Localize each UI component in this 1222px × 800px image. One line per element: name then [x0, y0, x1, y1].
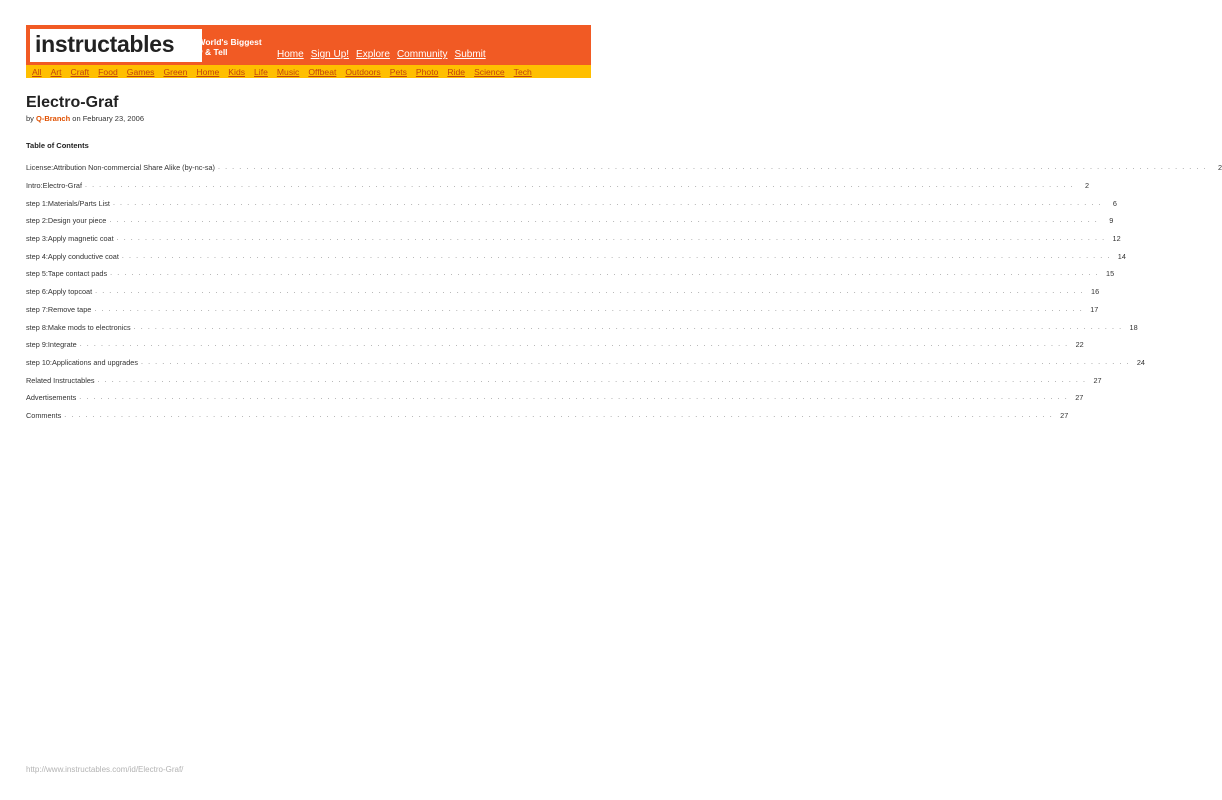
toc-dot-leader: . . . . . . . . . . . . . . . . . . . . . . . . . . . . . . . . . . . . . . . . . . . . . . . . . . . . . . . . . . . . . . . . . . . . . . . . . . . . . . . . . . . . . . . . . . . . . . . . . . . . . . . . . . . . . . . . . . . . . . . . . . . . . . . . . . . . . . . . . . . .	[97, 376, 1087, 384]
toc-dot-leader: . . . . . . . . . . . . . . . . . . . . . . . . . . . . . . . . . . . . . . . . . . . . . . . . . . . . . . . . . . . . . . . . . . . . . . . . . . . . . . . . . . . . . . . . . . . . . . . . . . . . . . . . . . . . . . . . . . . . . . . . . . . . . . . . . . . . . . . . . . . .	[140, 358, 1130, 366]
byline-prefix: by	[26, 114, 34, 123]
toc-entry-prefix: step 9:	[26, 340, 48, 350]
logo[interactable]	[30, 29, 202, 62]
toc-entry-page: 27	[1060, 410, 1069, 420]
category-link-kids[interactable]: Kids	[228, 66, 246, 77]
toc-entry[interactable]	[26, 301, 1099, 319]
toc-entry-prefix: step 3:	[26, 234, 48, 244]
toc-entry-label: Integrate	[47, 340, 77, 350]
category-link-art[interactable]: Art	[50, 66, 62, 77]
toc-entry[interactable]	[26, 247, 1126, 265]
category-link-food[interactable]: Food	[98, 66, 118, 77]
toc-entry-prefix: step 1:	[26, 198, 48, 208]
toc-entry-page: 27	[1075, 393, 1084, 403]
category-bar	[26, 65, 591, 78]
toc-dot-leader: . . . . . . . . . . . . . . . . . . . . . . . . . . . . . . . . . . . . . . . . . . . . . . . . . . . . . . . . . . . . . . . . . . . . . . . . . . . . . . . . . . . . . . . . . . . . . . . . . . . . . . . . . . . . . . . . . . . . . . . . . . . . . . . . . . . . . . . . . . . .	[95, 288, 1085, 296]
toc-entry[interactable]	[26, 177, 1089, 195]
toc-entry[interactable]	[26, 159, 1222, 177]
toc-dot-leader: . . . . . . . . . . . . . . . . . . . . . . . . . . . . . . . . . . . . . . . . . . . . . . . . . . . . . . . . . . . . . . . . . . . . . . . . . . . . . . . . . . . . . . . . . . . . . . . . . . . . . . . . . . . . . . . . . . . . . . . . . . . . . . . . . . . . . . . . . . . .	[112, 199, 1102, 207]
toc-entry-label: Remove tape	[47, 304, 92, 314]
category-link-science[interactable]: Science	[474, 66, 505, 77]
toc-dot-leader: . . . . . . . . . . . . . . . . . . . . . . . . . . . . . . . . . . . . . . . . . . . . . . . . . . . . . . . . . . . . . . . . . . . . . . . . . . . . . . . . . . . . . . . . . . . . . . . . . . . . . . . . . . . . . . . . . . . . . . . . . . . . . . . . . . . . . . . . . . . .	[64, 411, 1054, 419]
toc-entry-page: 2	[1217, 163, 1222, 173]
table-of-contents	[26, 159, 1222, 424]
toc-heading: Table of Contents	[26, 141, 89, 150]
toc-dot-leader: . . . . . . . . . . . . . . . . . . . . . . . . . . . . . . . . . . . . . . . . . . . . . . . . . . . . . . . . . . . . . . . . . . . . . . . . . . . . . . . . . . . . . . . . . . . . . . . . . . . . . . . . . . . . . . . . . . . . . . . . . . . . . . . . . . . . . . . . . . . .	[79, 341, 1069, 349]
category-link-outdoors[interactable]: Outdoors	[345, 66, 381, 77]
toc-entry-label: Applications and upgrades	[51, 357, 138, 367]
category-link-photo[interactable]: Photo	[415, 66, 439, 77]
toc-entry-page: 15	[1106, 269, 1115, 279]
nav-signup-link[interactable]: Sign Up!	[310, 49, 350, 60]
toc-entry[interactable]	[26, 194, 1117, 212]
toc-entry[interactable]	[26, 265, 1115, 283]
nav-community-link[interactable]: Community	[396, 49, 448, 60]
nav-explore-link[interactable]: Explore	[356, 49, 390, 60]
toc-entry-label: Tape contact pads	[47, 269, 108, 279]
toc-entry-page: 18	[1129, 322, 1138, 332]
toc-entry-label: Apply topcoat	[47, 287, 93, 297]
toc-entry-prefix: step 5:	[26, 269, 48, 279]
toc-entry-label: Design your piece	[47, 216, 107, 226]
toc-entry[interactable]	[26, 336, 1084, 354]
toc-entry-page: 12	[1112, 234, 1121, 244]
toc-entry[interactable]	[26, 389, 1084, 407]
toc-entry-prefix: License:	[26, 163, 54, 173]
toc-entry[interactable]	[26, 212, 1114, 230]
toc-dot-leader: . . . . . . . . . . . . . . . . . . . . . . . . . . . . . . . . . . . . . . . . . . . . . . . . . . . . . . . . . . . . . . . . . . . . . . . . . . . . . . . . . . . . . . . . . . . . . . . . . . . . . . . . . . . . . . . . . . . . . . . . . . . . . . . . . . . . . . . . . . . .	[133, 323, 1123, 331]
toc-entry[interactable]	[26, 371, 1102, 389]
nav-submit-link[interactable]: Submit	[454, 49, 486, 60]
toc-entry-prefix: step 7:	[26, 304, 48, 314]
author-link[interactable]: Q-Branch	[36, 114, 71, 123]
toc-entry-label: Electro-Graf	[42, 181, 82, 191]
toc-entry-label: Apply conductive coat	[47, 251, 119, 261]
category-link-tech[interactable]: Tech	[513, 66, 532, 77]
toc-entry-label: Materials/Parts List	[47, 198, 110, 208]
toc-entry-page: 9	[1109, 216, 1114, 226]
nav-home-link[interactable]: Home	[277, 49, 304, 60]
toc-entry-page: 14	[1117, 251, 1126, 261]
toc-entry-label: Attribution Non-commercial Share Alike (by-nc-sa)	[53, 163, 215, 173]
category-link-pets[interactable]: Pets	[389, 66, 407, 77]
category-link-green[interactable]: Green	[163, 66, 188, 77]
toc-entry[interactable]	[26, 283, 1100, 301]
category-link-offbeat[interactable]: Offbeat	[308, 66, 337, 77]
footer-url[interactable]: http://www.instructables.com/id/Electro-Graf/	[26, 765, 184, 774]
toc-entry[interactable]	[26, 318, 1138, 336]
toc-entry-prefix: step 8:	[26, 322, 48, 332]
top-nav	[277, 49, 486, 60]
toc-entry-page: 27	[1093, 375, 1102, 385]
toc-entry-page: 16	[1091, 287, 1100, 297]
article-title: Electro-Graf	[26, 94, 119, 111]
toc-entry-prefix: Intro:	[26, 181, 43, 191]
toc-entry-page: 24	[1136, 357, 1145, 367]
category-link-all[interactable]: All	[32, 66, 42, 77]
logo-text: instructables	[35, 31, 175, 57]
toc-entry[interactable]	[26, 354, 1145, 372]
toc-entry-page: 2	[1084, 181, 1089, 191]
category-link-games[interactable]: Games	[126, 66, 155, 77]
category-link-music[interactable]: Music	[276, 66, 300, 77]
toc-dot-leader: . . . . . . . . . . . . . . . . . . . . . . . . . . . . . . . . . . . . . . . . . . . . . . . . . . . . . . . . . . . . . . . . . . . . . . . . . . . . . . . . . . . . . . . . . . . . . . . . . . . . . . . . . . . . . . . . . . . . . . . . . . . . . . . . . . . . . . . . . . . .	[218, 164, 1208, 172]
toc-entry-page: 22	[1075, 340, 1084, 350]
toc-entry-prefix: step 2:	[26, 216, 48, 226]
toc-entry-page: 17	[1090, 304, 1099, 314]
toc-dot-leader: . . . . . . . . . . . . . . . . . . . . . . . . . . . . . . . . . . . . . . . . . . . . . . . . . . . . . . . . . . . . . . . . . . . . . . . . . . . . . . . . . . . . . . . . . . . . . . . . . . . . . . . . . . . . . . . . . . . . . . . . . . . . . . . . . . . . . . . . . . . .	[109, 217, 1099, 225]
toc-dot-leader: . . . . . . . . . . . . . . . . . . . . . . . . . . . . . . . . . . . . . . . . . . . . . . . . . . . . . . . . . . . . . . . . . . . . . . . . . . . . . . . . . . . . . . . . . . . . . . . . . . . . . . . . . . . . . . . . . . . . . . . . . . . . . . . . . . . . . . . . . . . .	[79, 394, 1069, 402]
toc-entry-label: Related Instructables	[26, 375, 95, 385]
toc-dot-leader: . . . . . . . . . . . . . . . . . . . . . . . . . . . . . . . . . . . . . . . . . . . . . . . . . . . . . . . . . . . . . . . . . . . . . . . . . . . . . . . . . . . . . . . . . . . . . . . . . . . . . . . . . . . . . . . . . . . . . . . . . . . . . . . . . . . . . . . . . . . .	[121, 252, 1111, 260]
toc-dot-leader: . . . . . . . . . . . . . . . . . . . . . . . . . . . . . . . . . . . . . . . . . . . . . . . . . . . . . . . . . . . . . . . . . . . . . . . . . . . . . . . . . . . . . . . . . . . . . . . . . . . . . . . . . . . . . . . . . . . . . . . . . . . . . . . . . . . . . . . . . . . .	[116, 235, 1106, 243]
toc-entry-label: Advertisements	[26, 393, 77, 403]
toc-entry-label: Make mods to electronics	[47, 322, 131, 332]
toc-dot-leader: . . . . . . . . . . . . . . . . . . . . . . . . . . . . . . . . . . . . . . . . . . . . . . . . . . . . . . . . . . . . . . . . . . . . . . . . . . . . . . . . . . . . . . . . . . . . . . . . . . . . . . . . . . . . . . . . . . . . . . . . . . . . . . . . . . . . . . . . . . . .	[84, 182, 1074, 190]
toc-entry-label: Apply magnetic coat	[47, 234, 114, 244]
toc-entry[interactable]	[26, 230, 1121, 248]
toc-entry-prefix: step 6:	[26, 287, 48, 297]
tagline	[180, 37, 262, 57]
category-link-life[interactable]: Life	[254, 66, 268, 77]
toc-entry-page: 6	[1112, 198, 1117, 208]
toc-entry-label: Comments	[26, 410, 62, 420]
toc-entry-prefix: step 4:	[26, 251, 48, 261]
toc-entry[interactable]	[26, 407, 1069, 425]
byline-date: on February 23, 2006	[72, 114, 144, 123]
site-header	[26, 25, 591, 78]
tagline-line-2: Show & Tell	[180, 47, 228, 57]
tagline-line-1: The World's Biggest	[180, 37, 262, 47]
byline	[26, 114, 144, 123]
category-link-craft[interactable]: Craft	[70, 66, 90, 77]
category-link-ride[interactable]: Ride	[447, 66, 466, 77]
toc-dot-leader: . . . . . . . . . . . . . . . . . . . . . . . . . . . . . . . . . . . . . . . . . . . . . . . . . . . . . . . . . . . . . . . . . . . . . . . . . . . . . . . . . . . . . . . . . . . . . . . . . . . . . . . . . . . . . . . . . . . . . . . . . . . . . . . . . . . . . . . . . . . .	[110, 270, 1100, 278]
toc-entry-prefix: step 10:	[26, 357, 52, 367]
category-link-home[interactable]: Home	[196, 66, 220, 77]
toc-dot-leader: . . . . . . . . . . . . . . . . . . . . . . . . . . . . . . . . . . . . . . . . . . . . . . . . . . . . . . . . . . . . . . . . . . . . . . . . . . . . . . . . . . . . . . . . . . . . . . . . . . . . . . . . . . . . . . . . . . . . . . . . . . . . . . . . . . . . . . . . . . . .	[94, 305, 1084, 313]
